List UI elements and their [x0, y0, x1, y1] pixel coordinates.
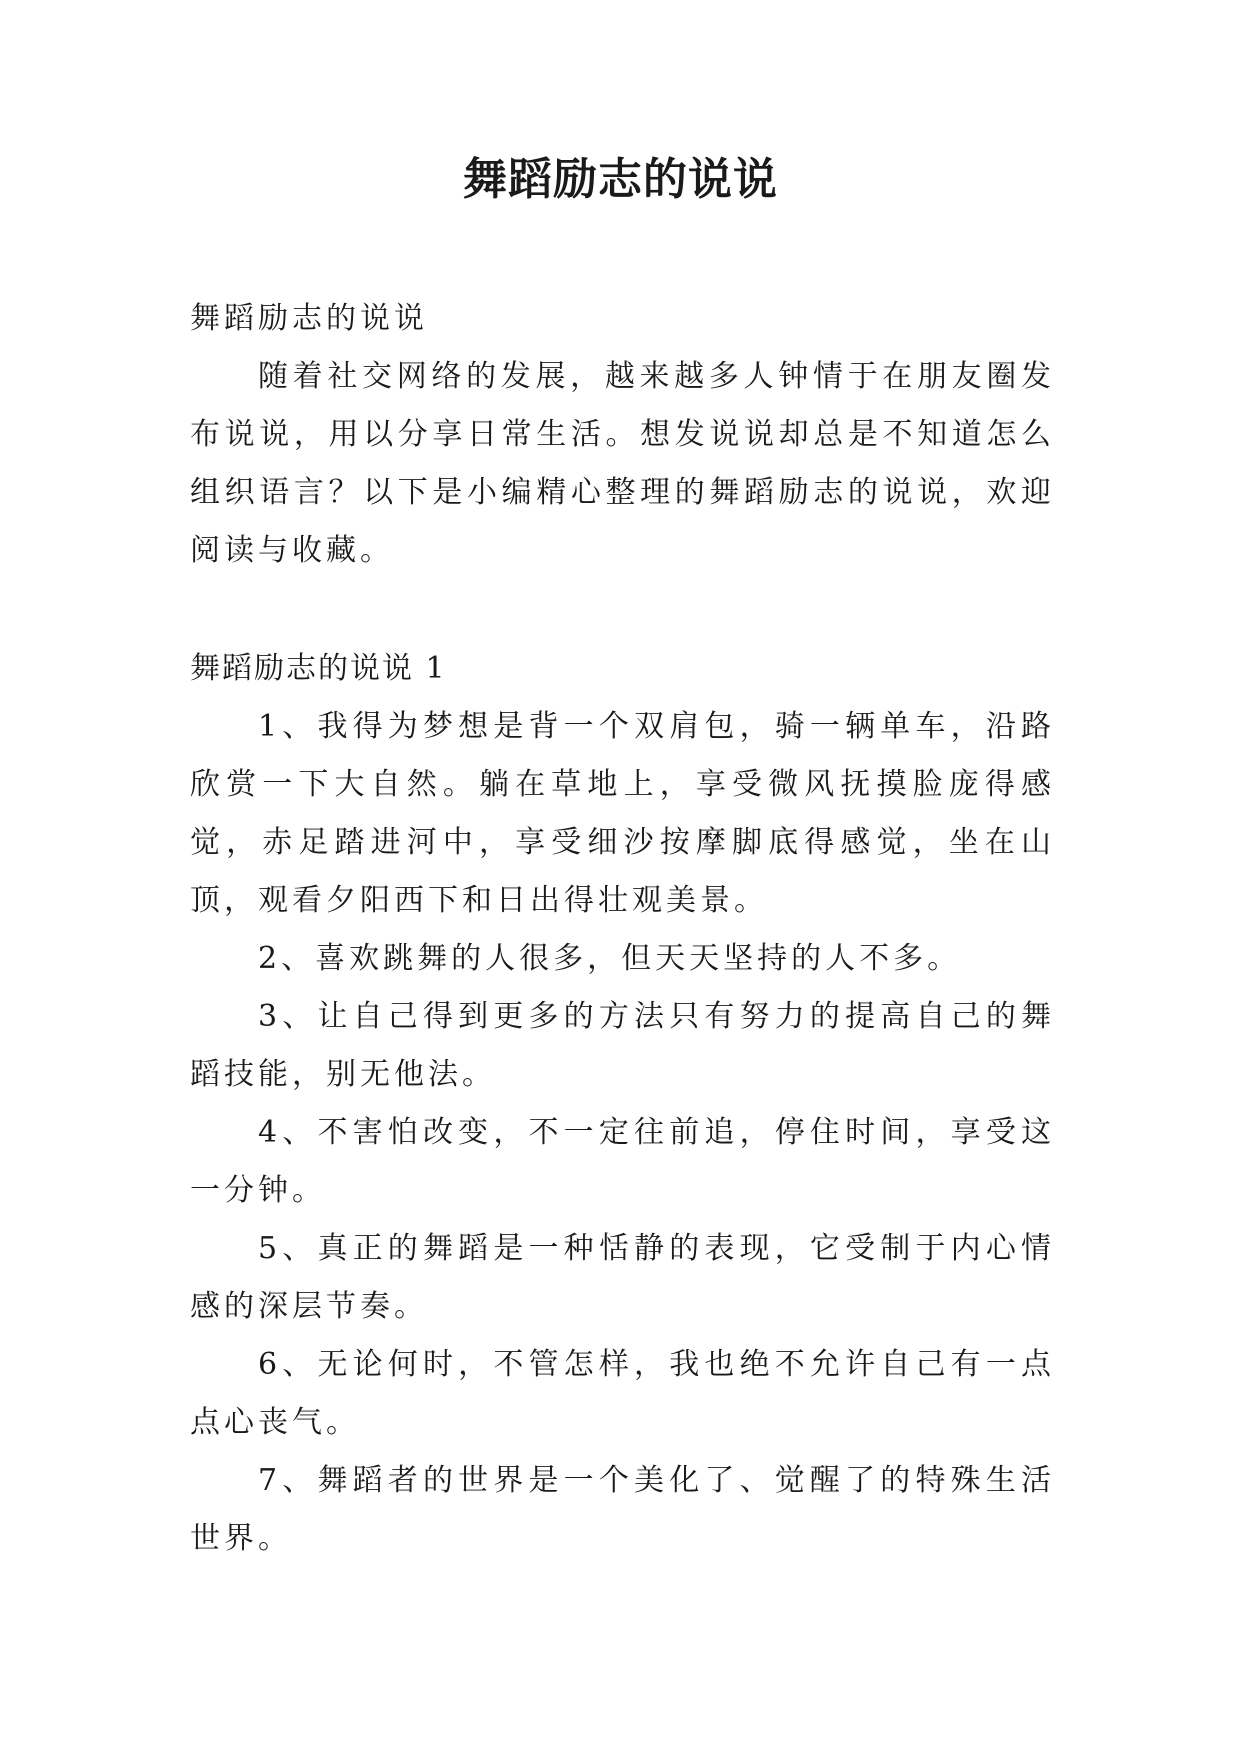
section-heading: 舞蹈励志的说说 1	[190, 651, 447, 686]
list-item: 5、真正的舞蹈是一种恬静的表现，它受制于内心情感的深层节奏。	[190, 1231, 1055, 1324]
intro-paragraph: 随着社交网络的发展，越来越多人钟情于在朋友圈发布说说，用以分享日常生活。想发说说却总是不知道怎么组织语言？以下是小编精心整理的舞蹈励志的说说，欢迎阅读与收藏。	[190, 359, 1055, 568]
list-item: 4、不害怕改变，不一定往前追，停住时间，享受这一分钟。	[190, 1115, 1055, 1208]
document-title: 舞蹈励志的说说	[463, 154, 778, 205]
list-item: 3、让自己得到更多的方法只有努力的提高自己的舞蹈技能，别无他法。	[190, 999, 1055, 1092]
list-item: 2、喜欢跳舞的人很多，但天天坚持的人不多。	[258, 941, 962, 976]
list-item: 6、无论何时，不管怎样，我也绝不允许自己有一点点心丧气。	[190, 1347, 1055, 1440]
list-item: 7、舞蹈者的世界是一个美化了、觉醒了的特殊生活世界。	[190, 1463, 1055, 1556]
document-body	[190, 290, 1055, 1568]
document-subtitle: 舞蹈励志的说说	[190, 301, 428, 336]
list-item: 1、我得为梦想是背一个双肩包，骑一辆单车，沿路欣赏一下大自然。躺在草地上，享受微风抚摸脸庞得感觉，赤足踏进河中，享受细沙按摩脚底得感觉，坐在山顶，观看夕阳西下和日出得壮观美景。	[190, 709, 1055, 918]
